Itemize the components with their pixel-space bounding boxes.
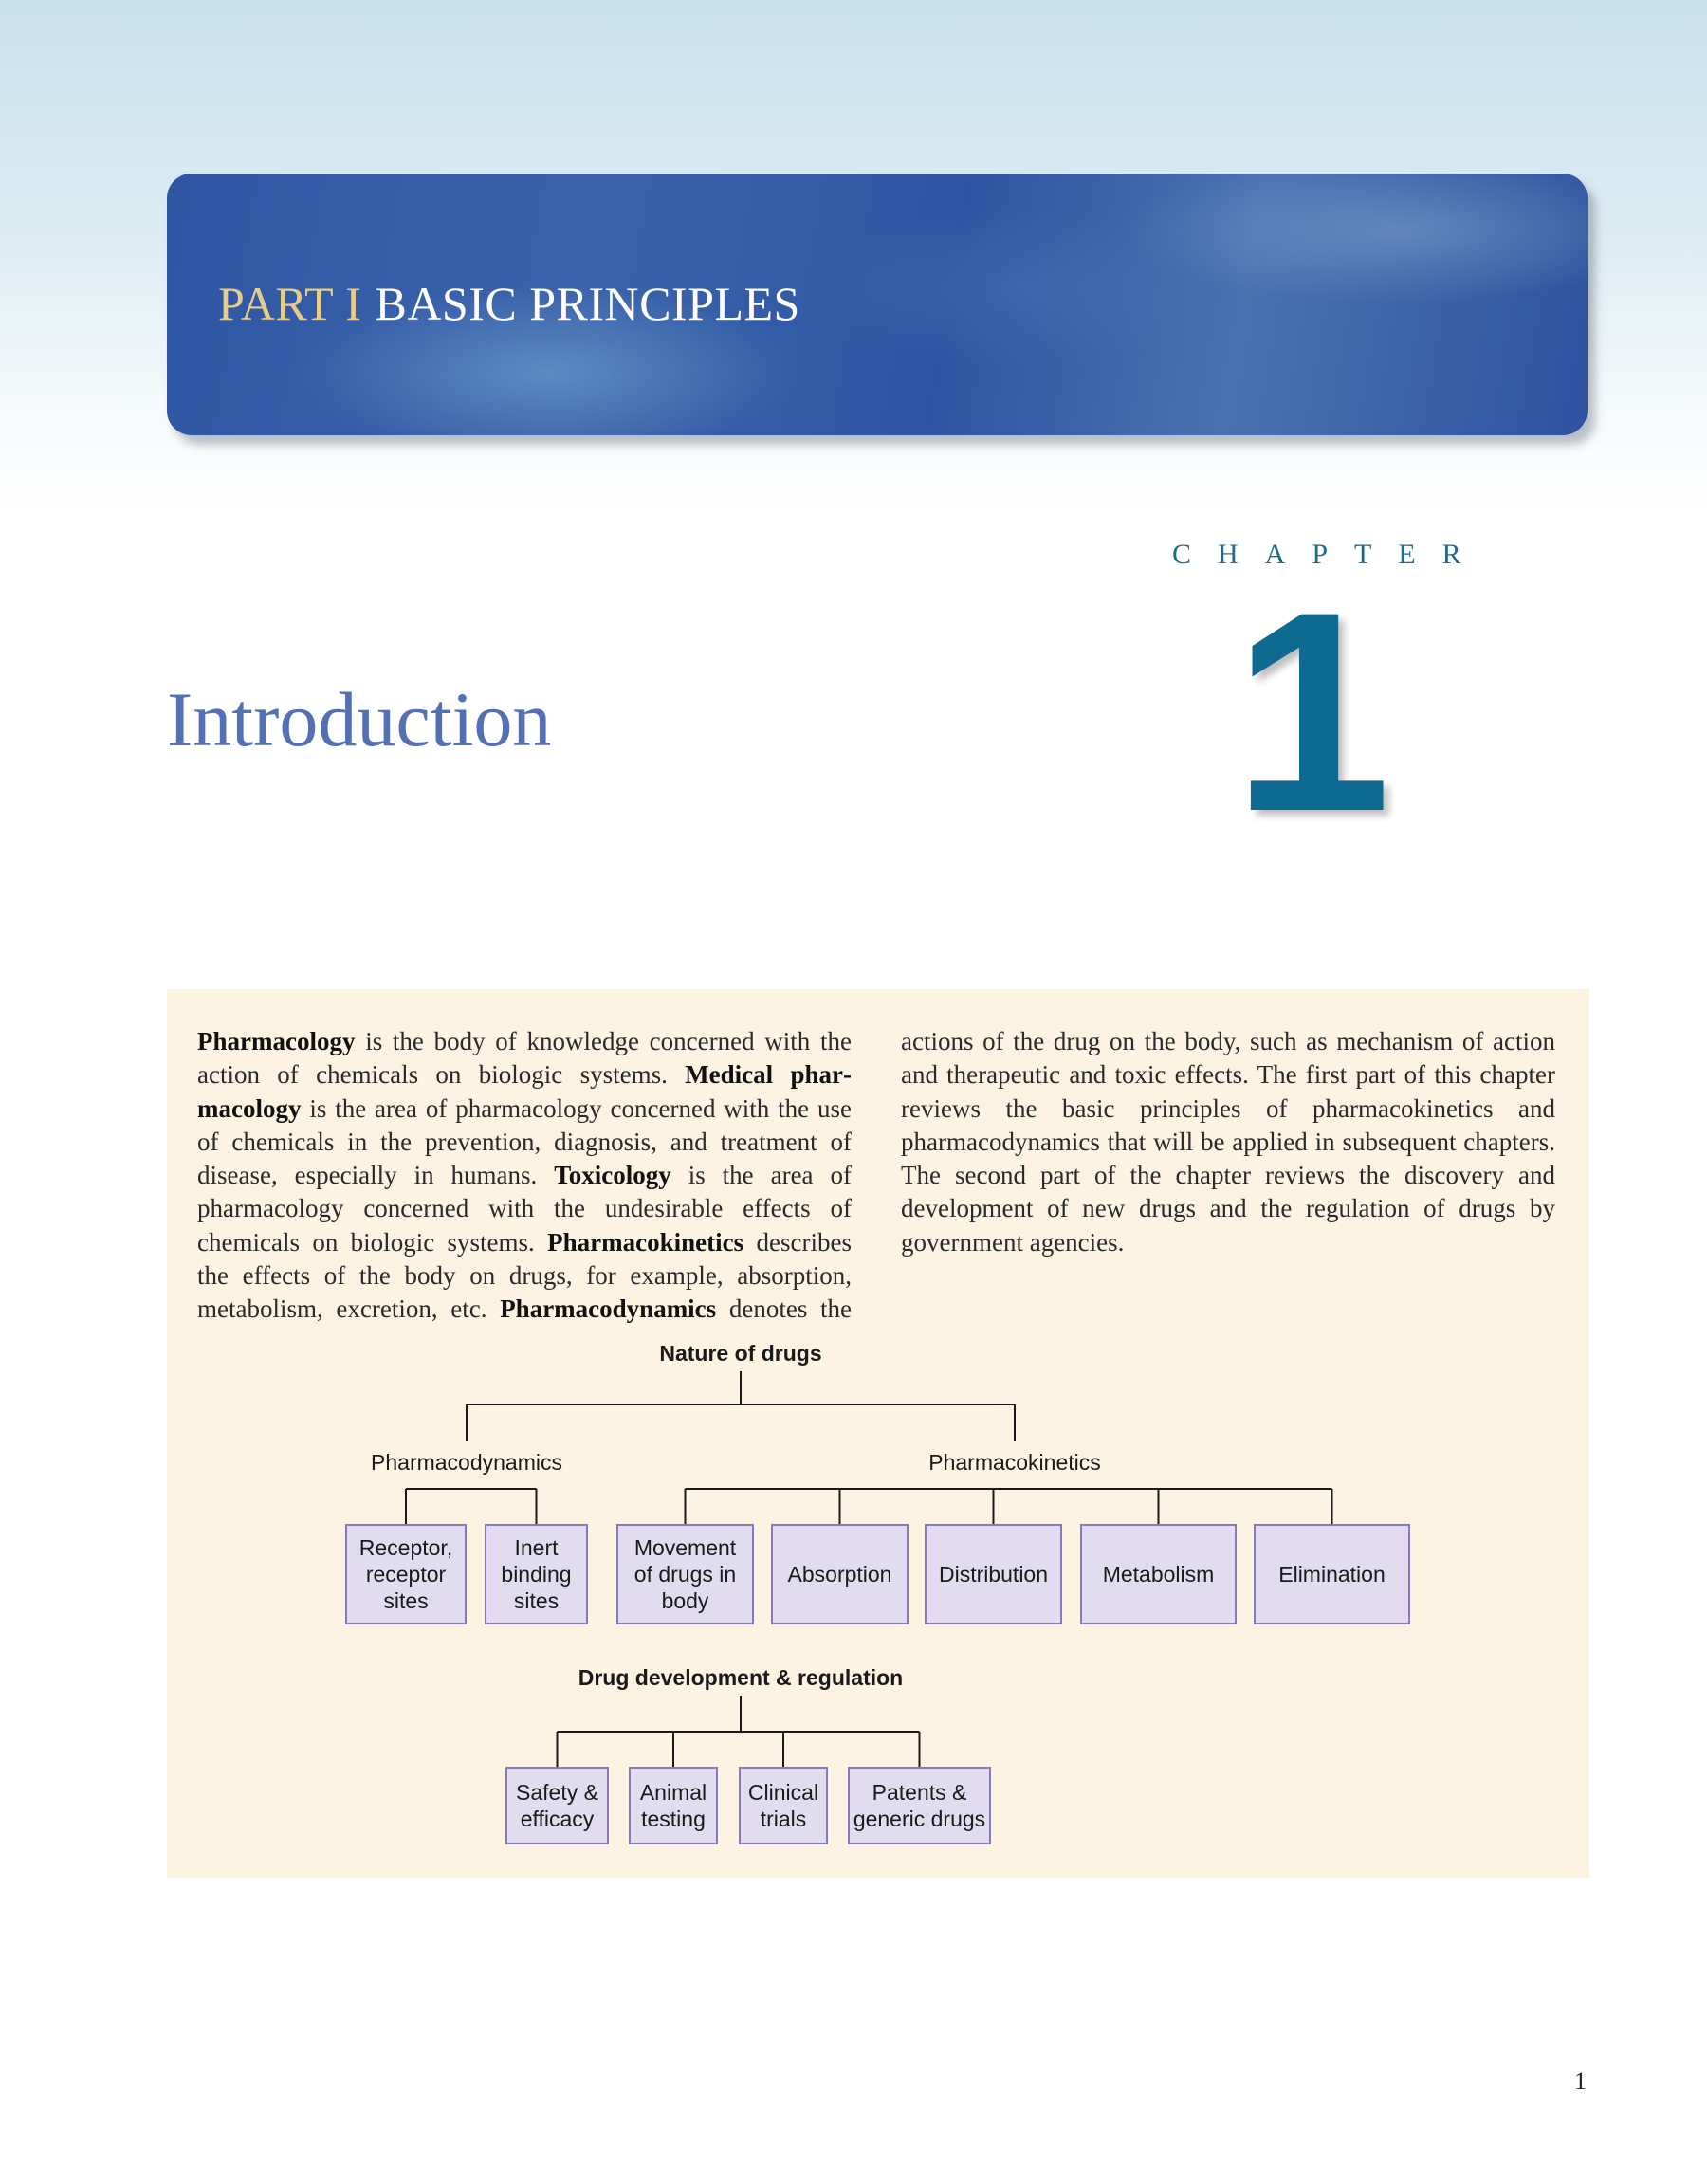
key-term: Pharmacology: [197, 1027, 356, 1055]
diagram-box-label: Patents &: [872, 1780, 967, 1805]
diagram-box-label: Movement: [633, 1535, 737, 1560]
diagram-box-label: Metabolism: [1102, 1562, 1215, 1587]
diagram-box-label: testing: [641, 1807, 706, 1831]
chapter-label: CHAPTER: [1172, 539, 1488, 570]
intro-text-run: is the area of pharmacology concerned with the undesirable effects of chemicals on biologic systems.: [197, 1161, 852, 1257]
pharmacodynamics-box: [486, 1525, 587, 1624]
nature-of-drugs-title: Nature of drugs: [659, 1341, 822, 1366]
diagram-box-label: receptor: [365, 1562, 447, 1587]
part-label: PART I: [218, 277, 362, 330]
drug-development-box: [506, 1768, 608, 1844]
diagram-box: [740, 1768, 827, 1844]
pharmacokinetics-box: [617, 1525, 753, 1624]
chapter-number: 1: [1233, 552, 1391, 871]
diagram-box-label: Distribution: [938, 1562, 1049, 1587]
diagram-nodes: [346, 1341, 1409, 1844]
diagram-box-label: Elimination: [1278, 1562, 1386, 1587]
key-term: Pharmacodynamics: [500, 1294, 717, 1324]
drug-development-box: [630, 1768, 717, 1844]
key-term: Toxicology: [554, 1161, 671, 1190]
diagram-box-label: Inert: [514, 1535, 559, 1560]
pharmacokinetics-box: [926, 1525, 1061, 1624]
diagram-box-label: Animal: [639, 1780, 707, 1805]
key-term: Pharmacokinetics: [547, 1227, 744, 1257]
page-number: 1: [1574, 2067, 1587, 2095]
drug-development-box: [740, 1768, 827, 1844]
diagram-box-label: trials: [760, 1807, 807, 1831]
drug-development-title: Drug development & regulation: [578, 1665, 904, 1690]
diagram-box-label: body: [661, 1588, 709, 1613]
intro-text-run: is the body of knowledge concerned with the action of chemicals on biologic systems.: [197, 1027, 852, 1090]
diagram-box: [506, 1768, 608, 1844]
pharmacokinetics-label: Pharmacokinetics: [928, 1450, 1101, 1475]
diagram-box-label: Clinical: [747, 1780, 819, 1805]
diagram-box-label: of drugs in: [633, 1562, 737, 1587]
diagram-box-label: Absorption: [787, 1562, 892, 1587]
pharmacodynamics-label: Pharmacodynamics: [371, 1450, 562, 1475]
diagram-box-label: efficacy: [520, 1807, 595, 1831]
diagram-box-label: sites: [513, 1588, 560, 1613]
diagram-box-label: Receptor,: [358, 1535, 453, 1560]
diagram-box: [630, 1768, 717, 1844]
part-title: BASIC PRINCIPLES: [375, 277, 800, 330]
intro-text-run: describes the effects of the body on drugs, for example, absorption, metabolism, excretion, etc.: [197, 1227, 852, 1324]
diagram-box: [849, 1768, 990, 1844]
pharmacodynamics-box: [346, 1525, 466, 1624]
pharmacokinetics-box: [772, 1525, 908, 1624]
intro-text-run: is the area of pharmacology concerned with the use of chemicals in the prevention, diagnosis, and treatment of disease, especially in humans.: [197, 1093, 852, 1190]
key-term: Medical pharmacology: [197, 1060, 852, 1123]
drug-development-box: [849, 1768, 990, 1844]
diagram-box-label: sites: [383, 1588, 429, 1613]
chapter-title: Introduction: [167, 676, 552, 762]
intro-text-run: denotes the actions of the drug on the body, such as mechanism of action and therapeutic and toxic effects. The first part of this chapter reviews the basic principles of pharmacokinetics and pharmacodynamics that will be applied in subsequent chapters. The second part of the chapter reviews the discovery and development of new drugs and the regulation of drugs by government agencies.: [716, 1027, 1555, 1324]
diagram-box-label: Safety &: [516, 1780, 598, 1805]
pharmacokinetics-box: [1255, 1525, 1409, 1624]
pharmacokinetics-box: [1081, 1525, 1236, 1624]
diagram-box-label: binding: [501, 1562, 572, 1587]
diagram-box-label: generic drugs: [853, 1807, 986, 1831]
